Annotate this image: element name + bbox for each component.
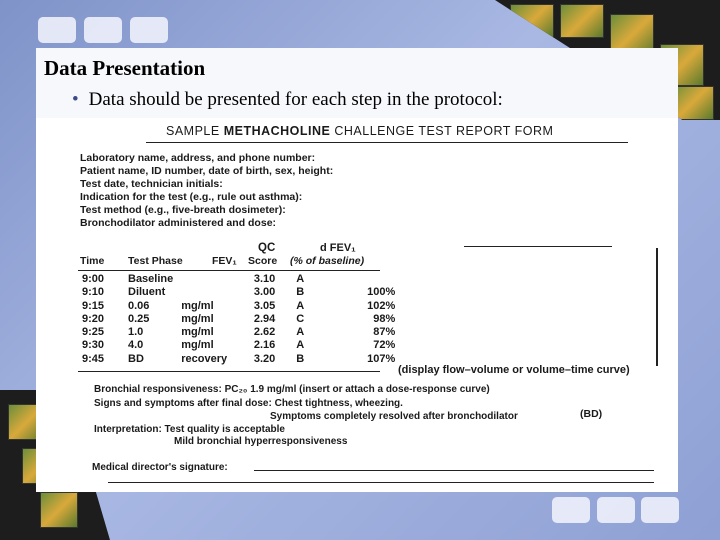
- row-pct: 107%: [367, 352, 396, 365]
- row-time: 9:25: [82, 326, 105, 339]
- row-fev: 2.94: [253, 312, 276, 325]
- steps-table: [78, 273, 399, 366]
- top-tile-1: [38, 17, 76, 43]
- responsiveness-line: Bronchial responsiveness: PC₂₀ 1.9 mg/ml (insert or attach a dose-response curve): [94, 384, 490, 395]
- row-dose: [177, 286, 237, 299]
- top-tile-2: [84, 17, 122, 43]
- table-row: [78, 326, 399, 339]
- row-qc: A: [296, 339, 305, 352]
- row-fev: 3.05: [253, 299, 276, 312]
- bd-label: (BD): [580, 408, 603, 420]
- flow-volume-chart-area: [394, 248, 658, 366]
- bullet-icon: •: [72, 89, 79, 110]
- row-qc: B: [296, 286, 305, 299]
- interpretation-line-2: Mild bronchial hyperresponsiveness: [174, 436, 348, 447]
- row-fev: 2.62: [253, 326, 276, 339]
- field-patient: Patient name, ID number, date of birth, sex, height:: [80, 165, 334, 177]
- row-time: 9:30: [82, 339, 105, 352]
- row-qc: A: [296, 273, 305, 285]
- table-row: [78, 339, 399, 352]
- film-frame: [40, 492, 78, 528]
- row-qc: A: [296, 299, 305, 312]
- row-dose: mg/ml: [181, 312, 214, 325]
- signature-rule: [254, 470, 654, 471]
- row-phase: 0.25: [128, 312, 150, 325]
- bottom-tile-2: [597, 497, 635, 523]
- field-bronchodilator: Bronchodilator administered and dose:: [80, 217, 277, 229]
- row-pct: 98%: [373, 312, 396, 325]
- row-pct: 87%: [373, 326, 396, 339]
- col-time: Time: [80, 255, 105, 267]
- heading-rule: [146, 142, 628, 143]
- col-baseline: (% of baseline): [290, 255, 365, 267]
- bottom-tile-3: [641, 497, 679, 523]
- symptoms-line: Signs and symptoms after final dose: Chest tightness, wheezing.: [94, 398, 403, 409]
- row-dose: mg/ml: [181, 339, 214, 352]
- row-pct: [321, 273, 399, 286]
- field-method: Test method (e.g., five-breath dosimeter):: [80, 204, 286, 216]
- bullet-text: Data should be presented for each step in the protocol:: [88, 89, 503, 110]
- report-form-image: [36, 118, 678, 492]
- row-dose: mg/ml: [181, 299, 214, 312]
- col-phase: Test Phase: [128, 255, 183, 267]
- row-time: 9:10: [82, 286, 105, 299]
- row-phase: BD: [128, 352, 144, 365]
- bottom-tile-1: [552, 497, 590, 523]
- row-phase: 0.06: [128, 299, 150, 312]
- row-fev: 2.16: [253, 339, 276, 352]
- table-row: [78, 273, 399, 286]
- row-fev: 3.10: [253, 273, 276, 285]
- col-score: Score: [248, 255, 278, 267]
- table-row: [78, 300, 399, 313]
- row-qc: C: [296, 312, 305, 325]
- heading-post: CHALLENGE TEST REPORT FORM: [330, 124, 554, 138]
- chart-caption: (display flow–volume or volume–time curve): [398, 364, 630, 376]
- row-time: 9:00: [82, 273, 105, 285]
- resolved-line: Symptoms completely resolved after bronchodilator: [270, 411, 518, 422]
- row-time: 9:15: [82, 299, 105, 312]
- top-tile-3: [130, 17, 168, 43]
- row-phase: 4.0: [128, 339, 144, 352]
- row-phase: Baseline: [128, 273, 174, 285]
- row-qc: B: [296, 352, 305, 365]
- table-bottom-rule: [78, 371, 380, 372]
- slide-title: Data Presentation: [44, 56, 206, 80]
- film-frame: [510, 4, 554, 38]
- interpretation-line: Interpretation: Test quality is acceptable: [94, 424, 285, 435]
- col-qc: QC: [258, 242, 276, 254]
- row-phase: Diluent: [128, 286, 166, 299]
- bullet-item: [72, 89, 503, 111]
- row-fev: 3.00: [253, 286, 276, 299]
- slide-content: [36, 48, 678, 492]
- row-dose: [177, 273, 237, 286]
- row-dose: recovery: [181, 352, 228, 365]
- row-pct: 72%: [373, 339, 396, 352]
- row-time: 9:45: [82, 352, 105, 365]
- row-qc: A: [296, 326, 305, 339]
- row-phase: 1.0: [128, 326, 144, 339]
- col-fev: FEV₁: [212, 255, 237, 267]
- chart-top-rule: [464, 246, 612, 247]
- signature-label: Medical director's signature:: [92, 462, 228, 473]
- row-pct: 100%: [367, 286, 396, 299]
- row-fev: 3.20: [253, 352, 276, 365]
- row-dose: mg/ml: [181, 326, 214, 339]
- table-header-rule: [78, 270, 380, 271]
- table-row: [78, 286, 399, 299]
- field-lab: Laboratory name, address, and phone number:: [80, 152, 316, 164]
- col-dfev: d FEV₁: [320, 242, 356, 254]
- film-frame: [560, 4, 604, 38]
- field-indication: Indication for the test (e.g., rule out asthma):: [80, 191, 303, 203]
- bottom-rule: [108, 482, 654, 483]
- row-time: 9:20: [82, 312, 105, 325]
- row-pct: 102%: [367, 299, 396, 312]
- heading-pre: SAMPLE: [166, 124, 224, 138]
- field-date: Test date, technician initials:: [80, 178, 223, 190]
- heading-bold: METHACHOLINE: [223, 124, 331, 138]
- form-heading: [166, 124, 553, 138]
- table-row: [78, 313, 399, 326]
- table-row: [78, 353, 399, 366]
